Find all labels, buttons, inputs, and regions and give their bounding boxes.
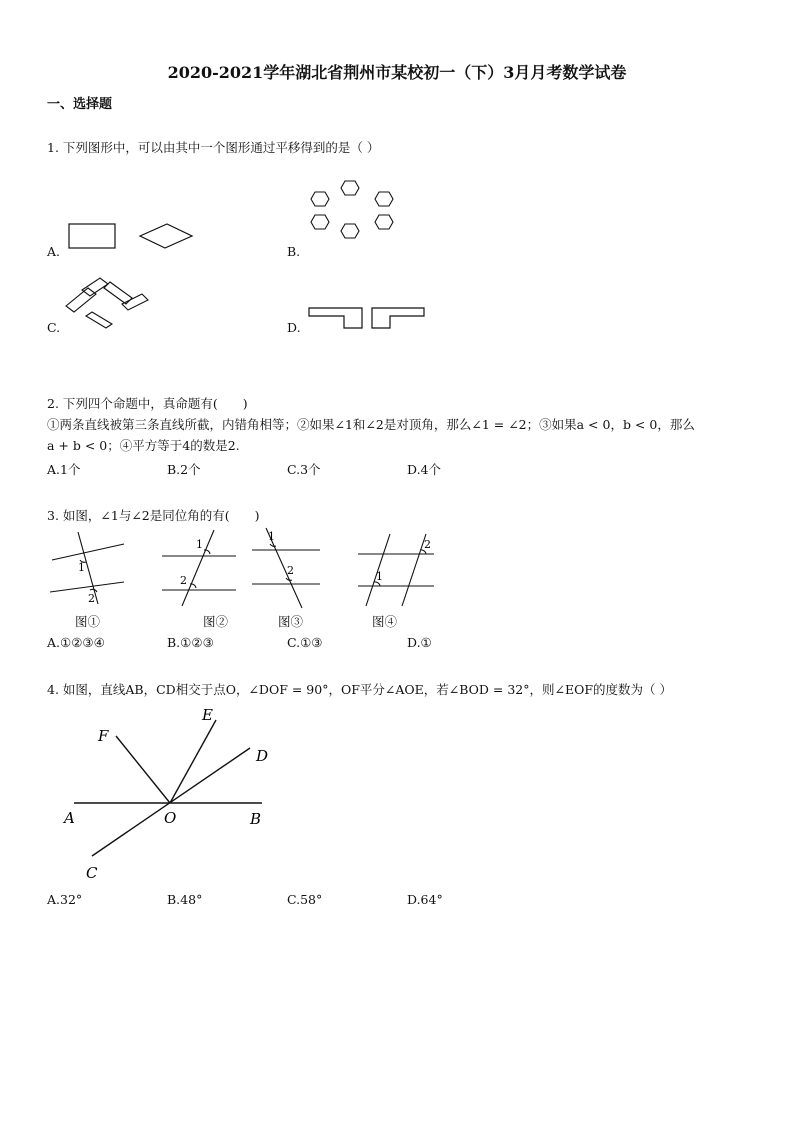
q4-label-f: F: [98, 727, 109, 745]
q3-figure-4: [356, 530, 438, 610]
q1-figure-c: [62, 276, 152, 328]
q2-option-c[interactable]: C.3个: [287, 462, 321, 477]
q3-fig2-label-2: 2: [180, 574, 187, 587]
q1-option-d[interactable]: D.: [287, 320, 301, 335]
q4-label-o: O: [164, 809, 177, 827]
q4-label-e: E: [202, 706, 213, 724]
q3-stem: 3. 如图，∠1与∠2是同位角的有( ): [47, 508, 260, 523]
q3-caption-1: 图①: [75, 614, 101, 629]
q1-figure-b: [305, 178, 410, 240]
q1-option-b[interactable]: B.: [287, 244, 301, 259]
q4-stem: 4. 如图，直线AB，CD相交于点O，∠DOF = 90°，OF平分∠AOE，若∠BOD = 32°，则∠EOF的度数为（ ）: [47, 682, 672, 697]
q3-figure-3: [250, 526, 325, 610]
q2-option-b[interactable]: B.2个: [167, 462, 201, 477]
q4-option-c[interactable]: C.58°: [287, 892, 323, 907]
section-heading: 一、选择题: [47, 97, 113, 112]
q4-option-b[interactable]: B.48°: [167, 892, 203, 907]
q2-option-a[interactable]: A.1个: [47, 462, 81, 477]
q4-figure: [60, 702, 280, 884]
q2-statements-line1: ①两条直线被第三条直线所截，内错角相等；②如果∠1和∠2是对顶角，那么∠1 = ∠2；③如果a < 0，b < 0，那么: [47, 417, 695, 432]
q1-option-a[interactable]: A.: [47, 244, 61, 259]
q4-label-c: C: [86, 864, 98, 882]
q4-label-d: D: [256, 747, 269, 765]
q3-fig2-label-1: 1: [196, 538, 203, 551]
q3-fig1-label-1: 1: [78, 561, 85, 574]
q3-figure-2: [160, 528, 240, 608]
q3-fig3-label-1: 1: [268, 530, 275, 543]
page-title: 2020-2021学年湖北省荆州市某校初一（下）3月月考数学试卷: [167, 63, 627, 82]
q1-option-c[interactable]: C.: [47, 320, 61, 335]
q3-caption-3: 图③: [278, 614, 304, 629]
q4-label-a: A: [64, 809, 75, 827]
q2-statements-line2: a + b < 0；④平方等于4的数是2.: [47, 438, 240, 453]
q3-option-a[interactable]: A.①②③④: [47, 635, 105, 650]
q3-caption-4: 图④: [372, 614, 398, 629]
q1-figure-a: [68, 218, 198, 254]
q3-fig4-label-1: 1: [376, 570, 383, 583]
q4-option-a[interactable]: A.32°: [47, 892, 83, 907]
q4-label-b: B: [250, 810, 262, 828]
q1-figure-d: [308, 304, 428, 332]
q3-option-b[interactable]: B.①②③: [167, 635, 214, 650]
q3-fig1-label-2: 2: [88, 592, 95, 605]
q3-caption-2: 图②: [203, 614, 229, 629]
q2-option-d[interactable]: D.4个: [407, 462, 442, 477]
q3-figure-1: [50, 530, 130, 608]
q4-option-d[interactable]: D.64°: [407, 892, 443, 907]
q3-fig4-label-2: 2: [424, 538, 431, 551]
q3-option-c[interactable]: C.①③: [287, 635, 323, 650]
q2-stem: 2. 下列四个命题中，真命题有( ): [47, 396, 248, 411]
q3-option-d[interactable]: D.①: [407, 635, 432, 650]
q1-stem: 1. 下列图形中，可以由其中一个图形通过平移得到的是（ ）: [47, 140, 380, 155]
q3-fig3-label-2: 2: [287, 564, 294, 577]
